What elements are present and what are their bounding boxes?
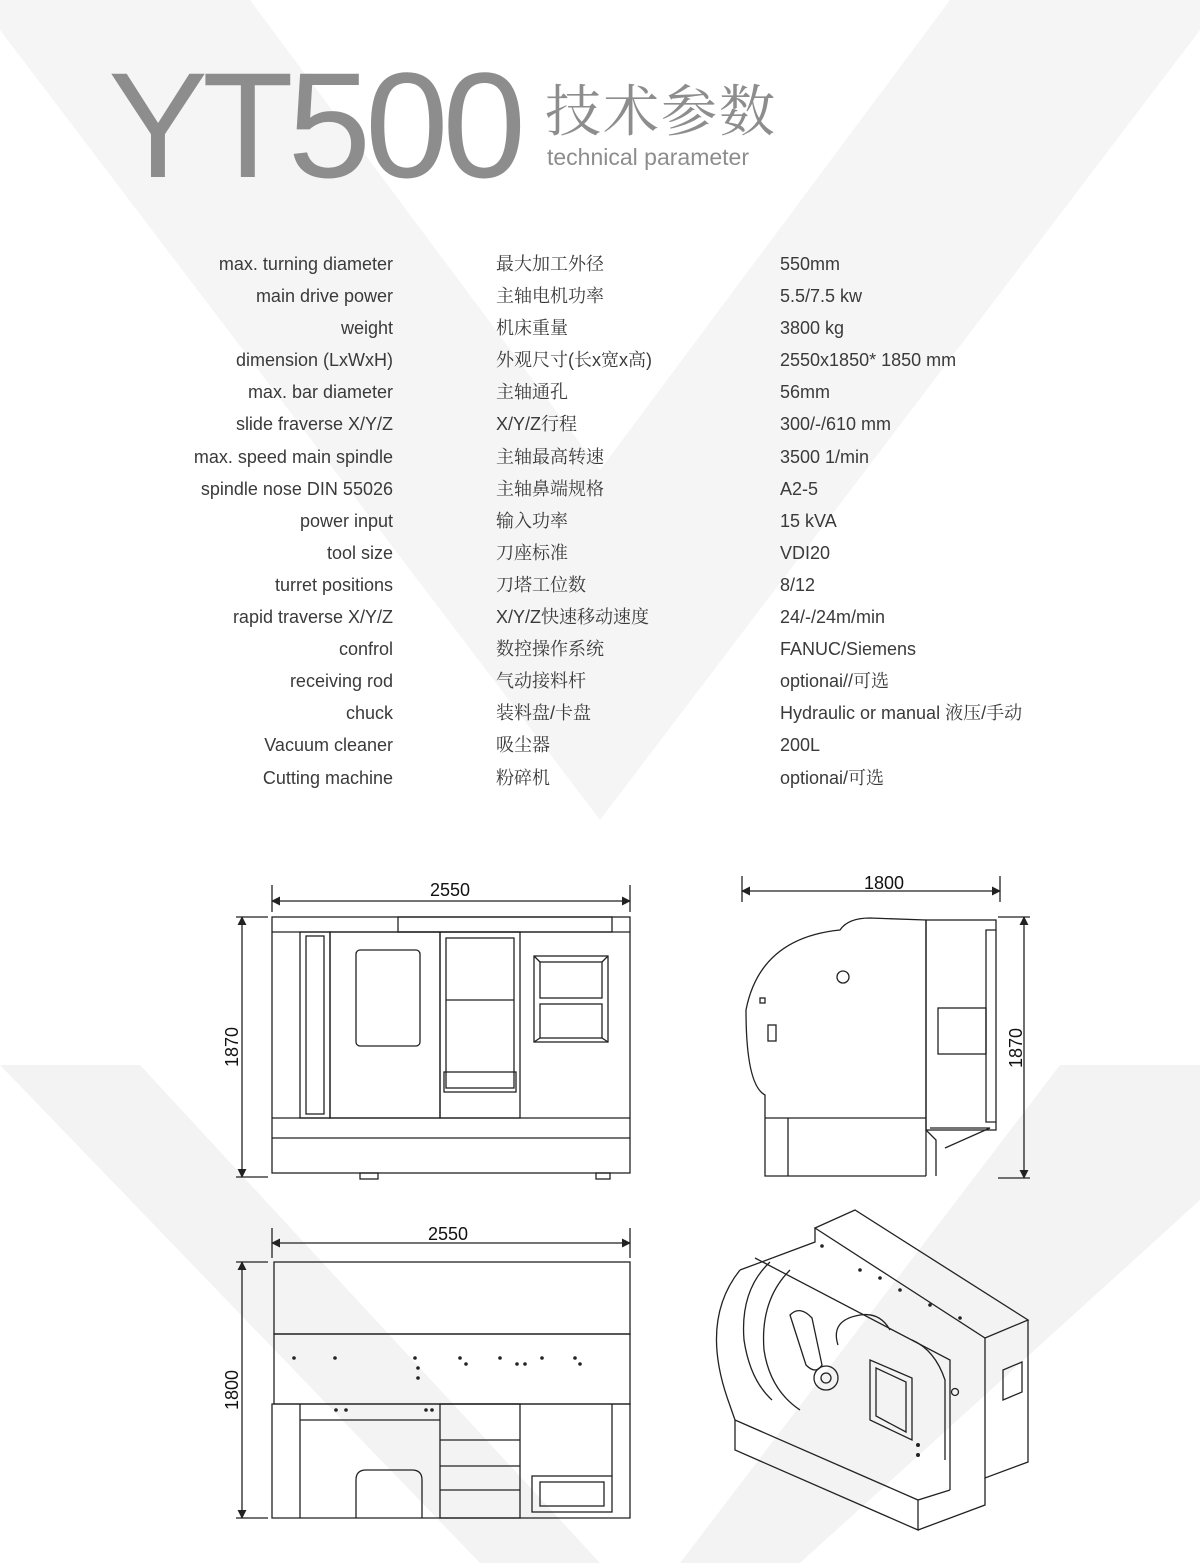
spec-name-en: dimension (LxWxH) [235,350,393,371]
spec-value: 24/-/24m/min [780,607,886,628]
spec-value: 5.5/7.5 kw [780,286,863,307]
spec-name-en: spindle nose DIN 55026 [200,478,393,499]
spec-name-en: rapid traverse X/Y/Z [232,607,393,628]
spec-name-cn: 刀座标准 [496,542,568,563]
front-width-dimension: 2550 [429,880,471,900]
spec-value: 2550x1850* 1850 mm [780,350,957,371]
title-english: technical parameter [547,144,749,170]
title-chinese: 技术参数 [545,80,777,143]
spec-value: 56mm [780,382,831,403]
spec-name-cn: 外观尺寸(长x宽x高) [496,350,652,371]
side-width-dimension: 1800 [863,873,905,893]
spec-name-en: slide fraverse X/Y/Z [235,414,393,435]
spec-name-en: max. speed main spindle [193,446,393,467]
isometric-view-drawing [716,1210,1028,1530]
spec-name-cn: 刀塔工位数 [496,574,586,595]
spec-name-en: Cutting machine [262,767,393,788]
spec-name-cn: 最大加工外径 [496,254,604,274]
side-height-dimension: 1870 [1006,1027,1026,1069]
spec-value: VDI20 [780,542,831,563]
spec-name-cn: X/Y/Z快速移动速度 [496,607,650,628]
spec-name-cn: 机床重量 [496,318,568,339]
spec-name-en: turret positions [274,574,393,595]
spec-value: optionai//可选 [780,671,890,692]
spec-name-en: max. turning diameter [218,254,393,274]
front-view-drawing [236,885,630,1179]
spec-name-cn: 输入功率 [496,510,568,531]
spec-name-cn: 装料盘/卡盘 [496,703,592,724]
spec-name-en: tool size [326,542,393,563]
spec-name-cn: 气动接料杆 [496,671,586,692]
spec-name-cn: 主轴最高转速 [496,446,604,467]
top-view-drawing [236,1228,630,1518]
model-name: YT500 [108,41,520,209]
spec-value: A2-5 [780,478,819,499]
isometric-holes [820,1244,962,1457]
side-view-drawing [742,876,1030,1178]
spec-name-cn: 主轴通孔 [496,382,568,403]
spec-value: 15 kVA [780,510,837,531]
spec-value: optionai/可选 [780,767,885,788]
front-height-dimension: 1870 [222,1026,242,1068]
spec-name-en: confrol [338,639,393,660]
spec-value: FANUC/Siemens [780,639,917,660]
spec-value: 8/12 [780,574,816,595]
spec-name-en: main drive power [255,286,393,307]
top-width-dimension: 2550 [427,1224,469,1244]
spec-value: Hydraulic or manual 液压/手动 [780,703,1023,724]
spec-name-cn: 主轴电机功率 [496,286,604,307]
spec-value: 3500 1/min [780,446,870,467]
top-depth-dimension: 1800 [222,1369,242,1411]
spec-name-en: Vacuum cleaner [264,735,393,756]
spec-value: 550mm [780,254,841,274]
spec-name-cn: 主轴鼻端规格 [496,478,604,499]
spec-name-cn: 数控操作系统 [496,639,604,660]
spec-name-en: power input [299,510,393,531]
spec-name-en: chuck [345,703,393,724]
spec-name-en: weight [340,318,393,339]
spec-name-en: max. bar diameter [247,382,393,403]
spec-value: 300/-/610 mm [780,414,892,435]
spec-value: 200L [780,735,821,756]
spec-name-cn: 粉碎机 [496,767,550,788]
spec-name-cn: X/Y/Z行程 [496,414,578,435]
spec-value: 3800 kg [780,318,845,339]
spec-name-cn: 吸尘器 [496,735,550,756]
spec-name-en: receiving rod [289,671,393,692]
